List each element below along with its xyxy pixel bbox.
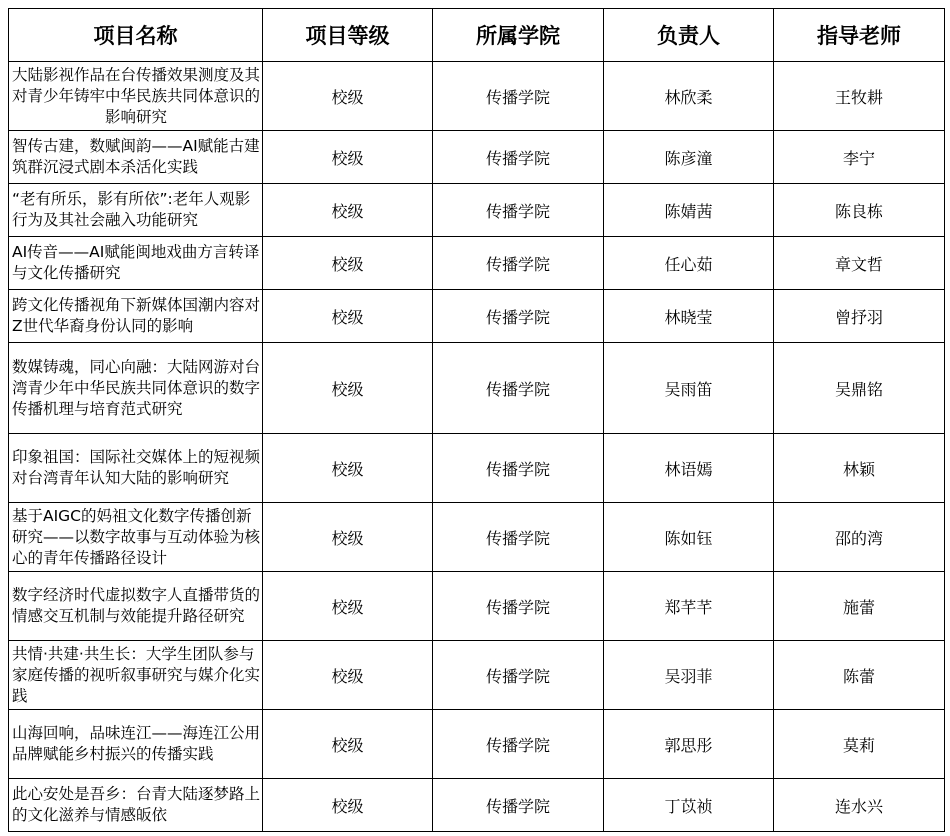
project-level-cell: 校级	[263, 237, 433, 290]
header-project-name: 项目名称	[9, 9, 263, 62]
leader-cell: 吴羽菲	[604, 641, 774, 710]
project-level-cell: 校级	[263, 710, 433, 779]
leader-cell: 林语嫣	[604, 434, 774, 503]
project-name-cell: 基于AIGC的妈祖文化数字传播创新研究——以数字故事与互动体验为核心的青年传播路径设计	[9, 503, 263, 572]
project-name-cell: 山海回响，品味连江——海连江公用品牌赋能乡村振兴的传播实践	[9, 710, 263, 779]
advisor-cell: 施蕾	[774, 572, 945, 641]
leader-cell: 任心茹	[604, 237, 774, 290]
header-college: 所属学院	[433, 9, 604, 62]
table-row	[9, 62, 945, 131]
college-cell: 传播学院	[433, 290, 604, 343]
header-project-level: 项目等级	[263, 9, 433, 62]
advisor-cell: 邵的湾	[774, 503, 945, 572]
college-cell: 传播学院	[433, 343, 604, 434]
college-cell: 传播学院	[433, 237, 604, 290]
table-row	[9, 434, 945, 503]
project-level-cell: 校级	[263, 641, 433, 710]
leader-cell: 林晓莹	[604, 290, 774, 343]
table-row	[9, 779, 945, 832]
table-row	[9, 184, 945, 237]
project-level-cell: 校级	[263, 184, 433, 237]
project-level-cell: 校级	[263, 62, 433, 131]
college-cell: 传播学院	[433, 641, 604, 710]
project-name-cell: 数媒铸魂，同心向融：大陆网游对台湾青少年中华民族共同体意识的数字传播机理与培育范式研究	[9, 343, 263, 434]
leader-cell: 林欣柔	[604, 62, 774, 131]
project-name-cell: AI传音——AI赋能闽地戏曲方言转译与文化传播研究	[9, 237, 263, 290]
college-cell: 传播学院	[433, 184, 604, 237]
leader-cell: 郭思彤	[604, 710, 774, 779]
leader-cell: 陈婧茜	[604, 184, 774, 237]
advisor-cell: 曾抒羽	[774, 290, 945, 343]
table-row	[9, 237, 945, 290]
project-name-cell: 数字经济时代虚拟数字人直播带货的情感交互机制与效能提升路径研究	[9, 572, 263, 641]
table-row	[9, 343, 945, 434]
table-row	[9, 641, 945, 710]
table-row	[9, 710, 945, 779]
project-level-cell: 校级	[263, 290, 433, 343]
college-cell: 传播学院	[433, 131, 604, 184]
project-level-cell: 校级	[263, 343, 433, 434]
advisor-cell: 李宁	[774, 131, 945, 184]
project-level-cell: 校级	[263, 779, 433, 832]
project-table	[8, 8, 945, 832]
advisor-cell: 陈良栋	[774, 184, 945, 237]
leader-cell: 吴雨笛	[604, 343, 774, 434]
college-cell: 传播学院	[433, 62, 604, 131]
table-row	[9, 503, 945, 572]
advisor-cell: 林颖	[774, 434, 945, 503]
advisor-cell: 连水兴	[774, 779, 945, 832]
table-row	[9, 131, 945, 184]
project-name-cell: 智传古建，数赋闽韵——AI赋能古建筑群沉浸式剧本杀活化实践	[9, 131, 263, 184]
header-advisor: 指导老师	[774, 9, 945, 62]
leader-cell: 丁苡祯	[604, 779, 774, 832]
advisor-cell: 章文哲	[774, 237, 945, 290]
college-cell: 传播学院	[433, 779, 604, 832]
project-name-cell: 共情·共建·共生长：大学生团队参与家庭传播的视听叙事研究与媒介化实践	[9, 641, 263, 710]
leader-cell: 陈彦潼	[604, 131, 774, 184]
leader-cell: 郑芊芊	[604, 572, 774, 641]
project-name-cell: 印象祖国：国际社交媒体上的短视频对台湾青年认知大陆的影响研究	[9, 434, 263, 503]
project-level-cell: 校级	[263, 503, 433, 572]
project-level-cell: 校级	[263, 572, 433, 641]
advisor-cell: 王牧耕	[774, 62, 945, 131]
college-cell: 传播学院	[433, 434, 604, 503]
project-name-cell: 大陆影视作品在台传播效果测度及其对青少年铸牢中华民族共同体意识的影响研究	[9, 62, 263, 131]
project-level-cell: 校级	[263, 131, 433, 184]
table-row	[9, 290, 945, 343]
project-name-cell: 此心安处是吾乡：台青大陆逐梦路上的文化滋养与情感皈依	[9, 779, 263, 832]
advisor-cell: 吴鼎铭	[774, 343, 945, 434]
header-leader: 负责人	[604, 9, 774, 62]
college-cell: 传播学院	[433, 503, 604, 572]
leader-cell: 陈如钰	[604, 503, 774, 572]
advisor-cell: 莫莉	[774, 710, 945, 779]
project-name-cell: 跨文化传播视角下新媒体国潮内容对Z世代华裔身份认同的影响	[9, 290, 263, 343]
header-row	[9, 9, 945, 62]
table-row	[9, 572, 945, 641]
college-cell: 传播学院	[433, 572, 604, 641]
college-cell: 传播学院	[433, 710, 604, 779]
project-name-cell: “老有所乐，影有所依”:老年人观影行为及其社会融入功能研究	[9, 184, 263, 237]
project-level-cell: 校级	[263, 434, 433, 503]
advisor-cell: 陈蕾	[774, 641, 945, 710]
